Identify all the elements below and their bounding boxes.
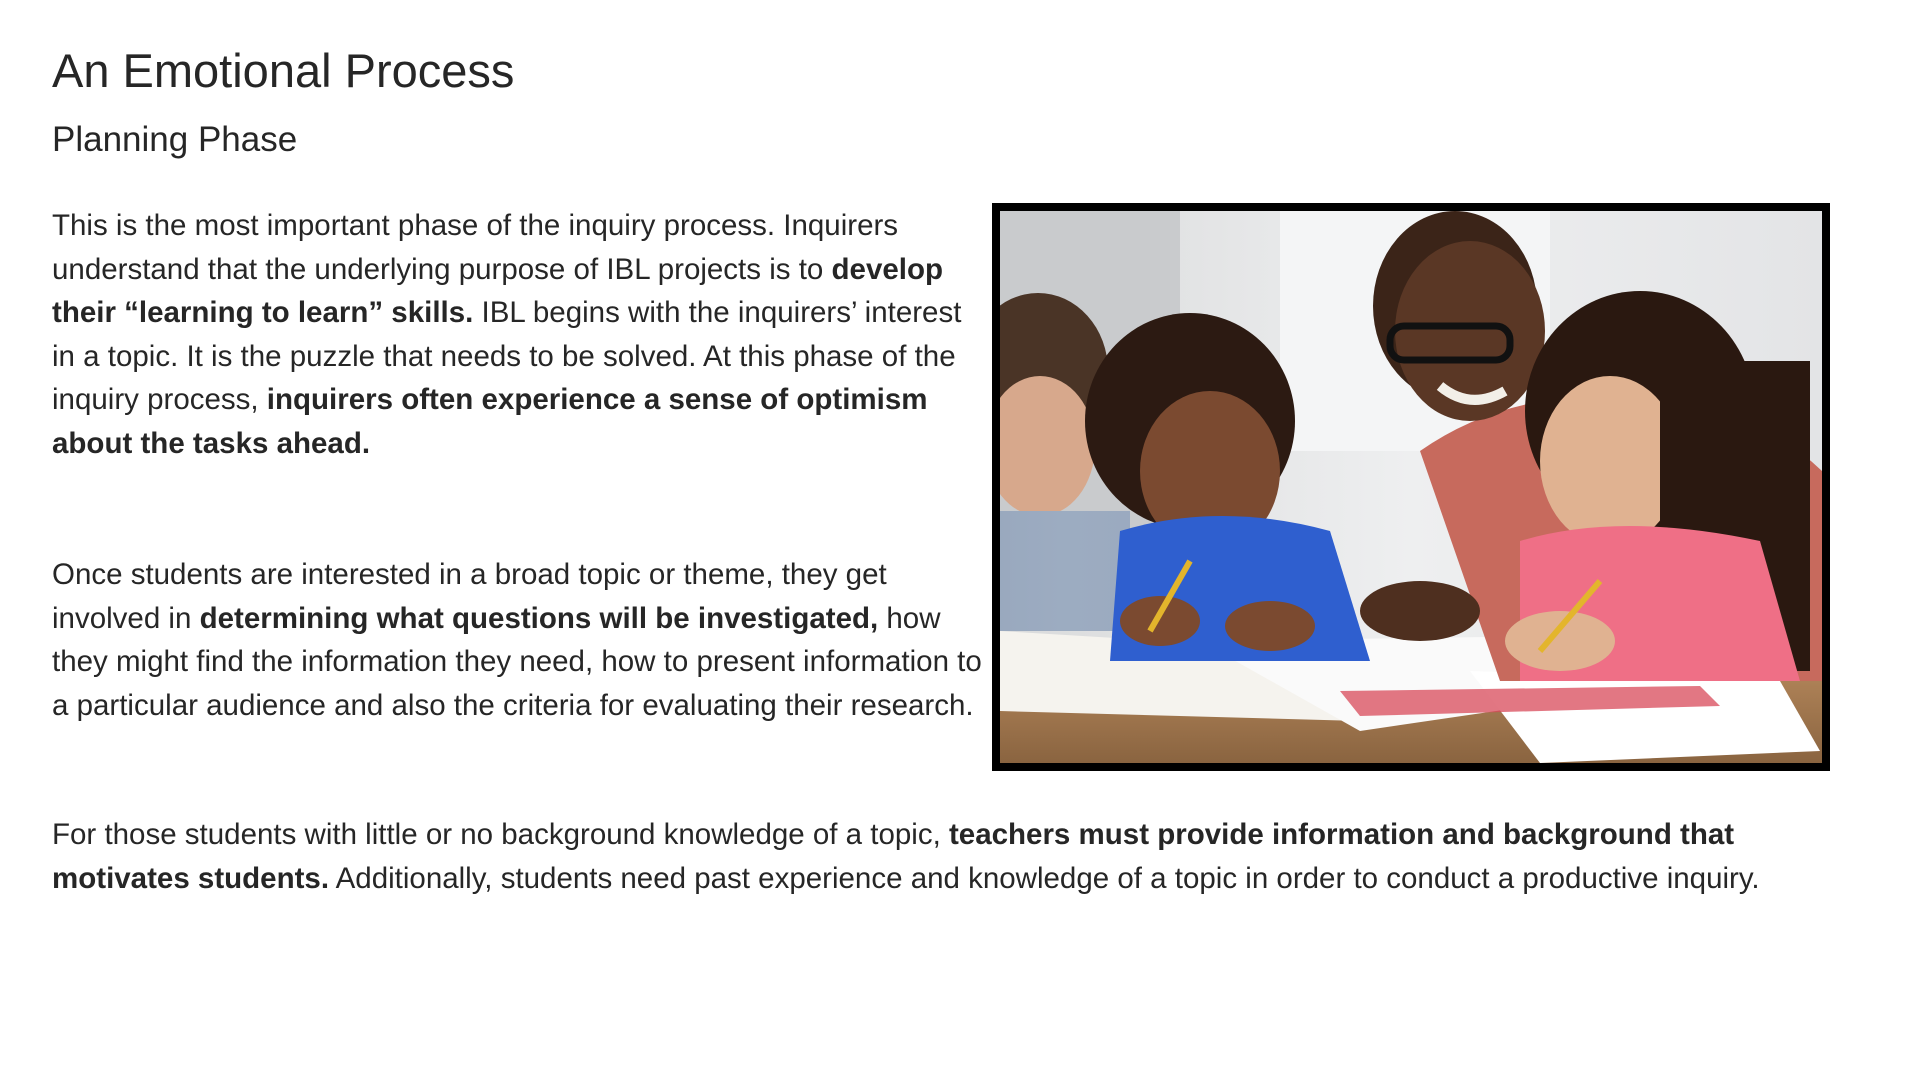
paragraph-text: For those students with little or no background knowledge of a topic, [52, 818, 949, 851]
paragraph-text: IBL begins with the inquirers’ interest in a topic. It is the puzzle that needs to be solved. At this phase of the inquiry process, [52, 296, 962, 417]
classroom-photo-icon [1000, 211, 1822, 763]
paragraph-text: This is the most important phase of the inquiry process. Inquirers understand that the underlying purpose of IBL projects is to [52, 209, 899, 286]
classroom-photo [992, 203, 1830, 771]
paragraph-planning-importance [52, 204, 992, 466]
paragraph-emphasis: determining what questions will be investigated, [199, 601, 879, 635]
slide-title: An Emotional Process [52, 44, 515, 97]
paragraph-teacher-role [52, 813, 1852, 900]
paragraph-text: how they might find the information they need, how to present information to a particular audience and also the criteria for evaluating their research. [52, 601, 982, 722]
paragraph-emphasis: develop their “learning to learn” skills. [52, 252, 943, 330]
paragraph-emphasis: inquirers often experience a sense of optimism about the tasks ahead. [52, 383, 928, 460]
slide-subtitle: Planning Phase [52, 120, 298, 159]
paragraph-text: Once students are interested in a broad topic or theme, they get involved in [52, 558, 887, 635]
paragraph-emphasis: teachers must provide information and background that motivates students. [52, 818, 1735, 895]
paragraph-text: Additionally, students need past experience and knowledge of a topic in order to conduct a productive inquiry. [329, 861, 1760, 895]
paragraph-student-involvement [52, 553, 992, 727]
